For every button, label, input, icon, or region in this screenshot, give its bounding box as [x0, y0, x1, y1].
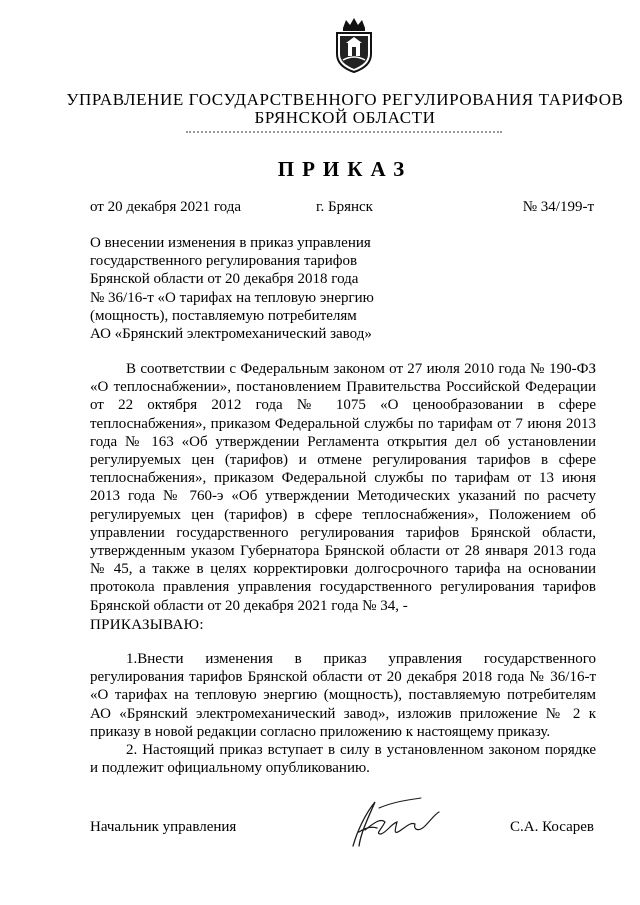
- order-directive-heading: ПРИКАЗЫВАЮ:: [90, 617, 204, 633]
- order-subject: [90, 234, 390, 343]
- subject-line: Брянской области от 20 декабря 2018 года: [90, 271, 359, 288]
- preamble-section: [90, 360, 596, 615]
- order-date: от 20 декабря 2021 года: [90, 199, 242, 215]
- document-title: ПРИКАЗ: [277, 157, 413, 181]
- order-number: № 34/199-т: [522, 199, 594, 215]
- organization-name-line-1: УПРАВЛЕНИЕ ГОСУДАРСТВЕННОГО РЕГУЛИРОВАНИЯ ТАРИФОВ: [66, 90, 624, 109]
- organization-name-line-2: БРЯНСКОЙ ОБЛАСТИ: [254, 108, 436, 127]
- order-item-2: 2. Настоящий приказ вступает в силу в установленном законом порядке и подлежит официальному опубликованию.: [90, 742, 596, 777]
- handwritten-signature-icon: [335, 792, 445, 852]
- subject-line: (мощность), поставляемую потребителям: [90, 307, 357, 324]
- order-items: [90, 650, 596, 777]
- subject-line: № 36/16-т «О тарифах на тепловую энергию: [90, 289, 374, 306]
- signatory-position: Начальник управления: [90, 819, 237, 835]
- subject-line: О внесении изменения в приказ управления: [90, 235, 371, 251]
- subject-line: государственного регулирования тарифов: [90, 253, 358, 270]
- preamble-paragraph: В соответствии с Федеральным законом от 27 июля 2010 года № 190-ФЗ «О теплоснабжении», постановлением Правительства Российской Федерации от 22 октября 2012 года № 1075 «О ценообразовании в сфере теплоснабжения», приказом Федеральной службы по тарифам от 7 июня 2013 года № 163 «Об утверждении Регламента открытия дел об установлении регулируемых цен (тарифов) и отмене регулирования тарифов в сфере теплоснабжения», приказом Федеральной службы по тарифам от 13 июня 2013 года № 760-э «Об утверждении Методических указаний по расчету регулируемых цен (тарифов) в сфере теплоснабжения», Положением об управлении государственного регулирования тарифов Брянской области, утвержденным указом Губернатора Брянской области от 28 января 2013 года № 45, а также в целях корректировки долгосрочного тарифа на основании протокола правления управления государственного регулирования тарифов Брянской области от 20 декабря 2021 года № 34, -: [90, 361, 596, 614]
- coat-of-arms-icon: [333, 16, 375, 74]
- signatory-name: С.А. Косарев: [510, 819, 594, 835]
- order-city: г. Брянск: [316, 199, 373, 215]
- subject-line: АО «Брянский электромеханический завод»: [90, 326, 372, 343]
- order-item-1: 1.Внести изменения в приказ управления государственного регулирования тарифов Брянской области от 20 декабря 2018 года № 36/16-т «О тарифах на тепловую энергию (мощность), поставляемую потребителям АО «Брянский электромеханический завод», изложив приложение № 2 к приказу в новой редакции согласно приложению к настоящему приказу.: [90, 651, 596, 740]
- header-divider: [186, 131, 502, 133]
